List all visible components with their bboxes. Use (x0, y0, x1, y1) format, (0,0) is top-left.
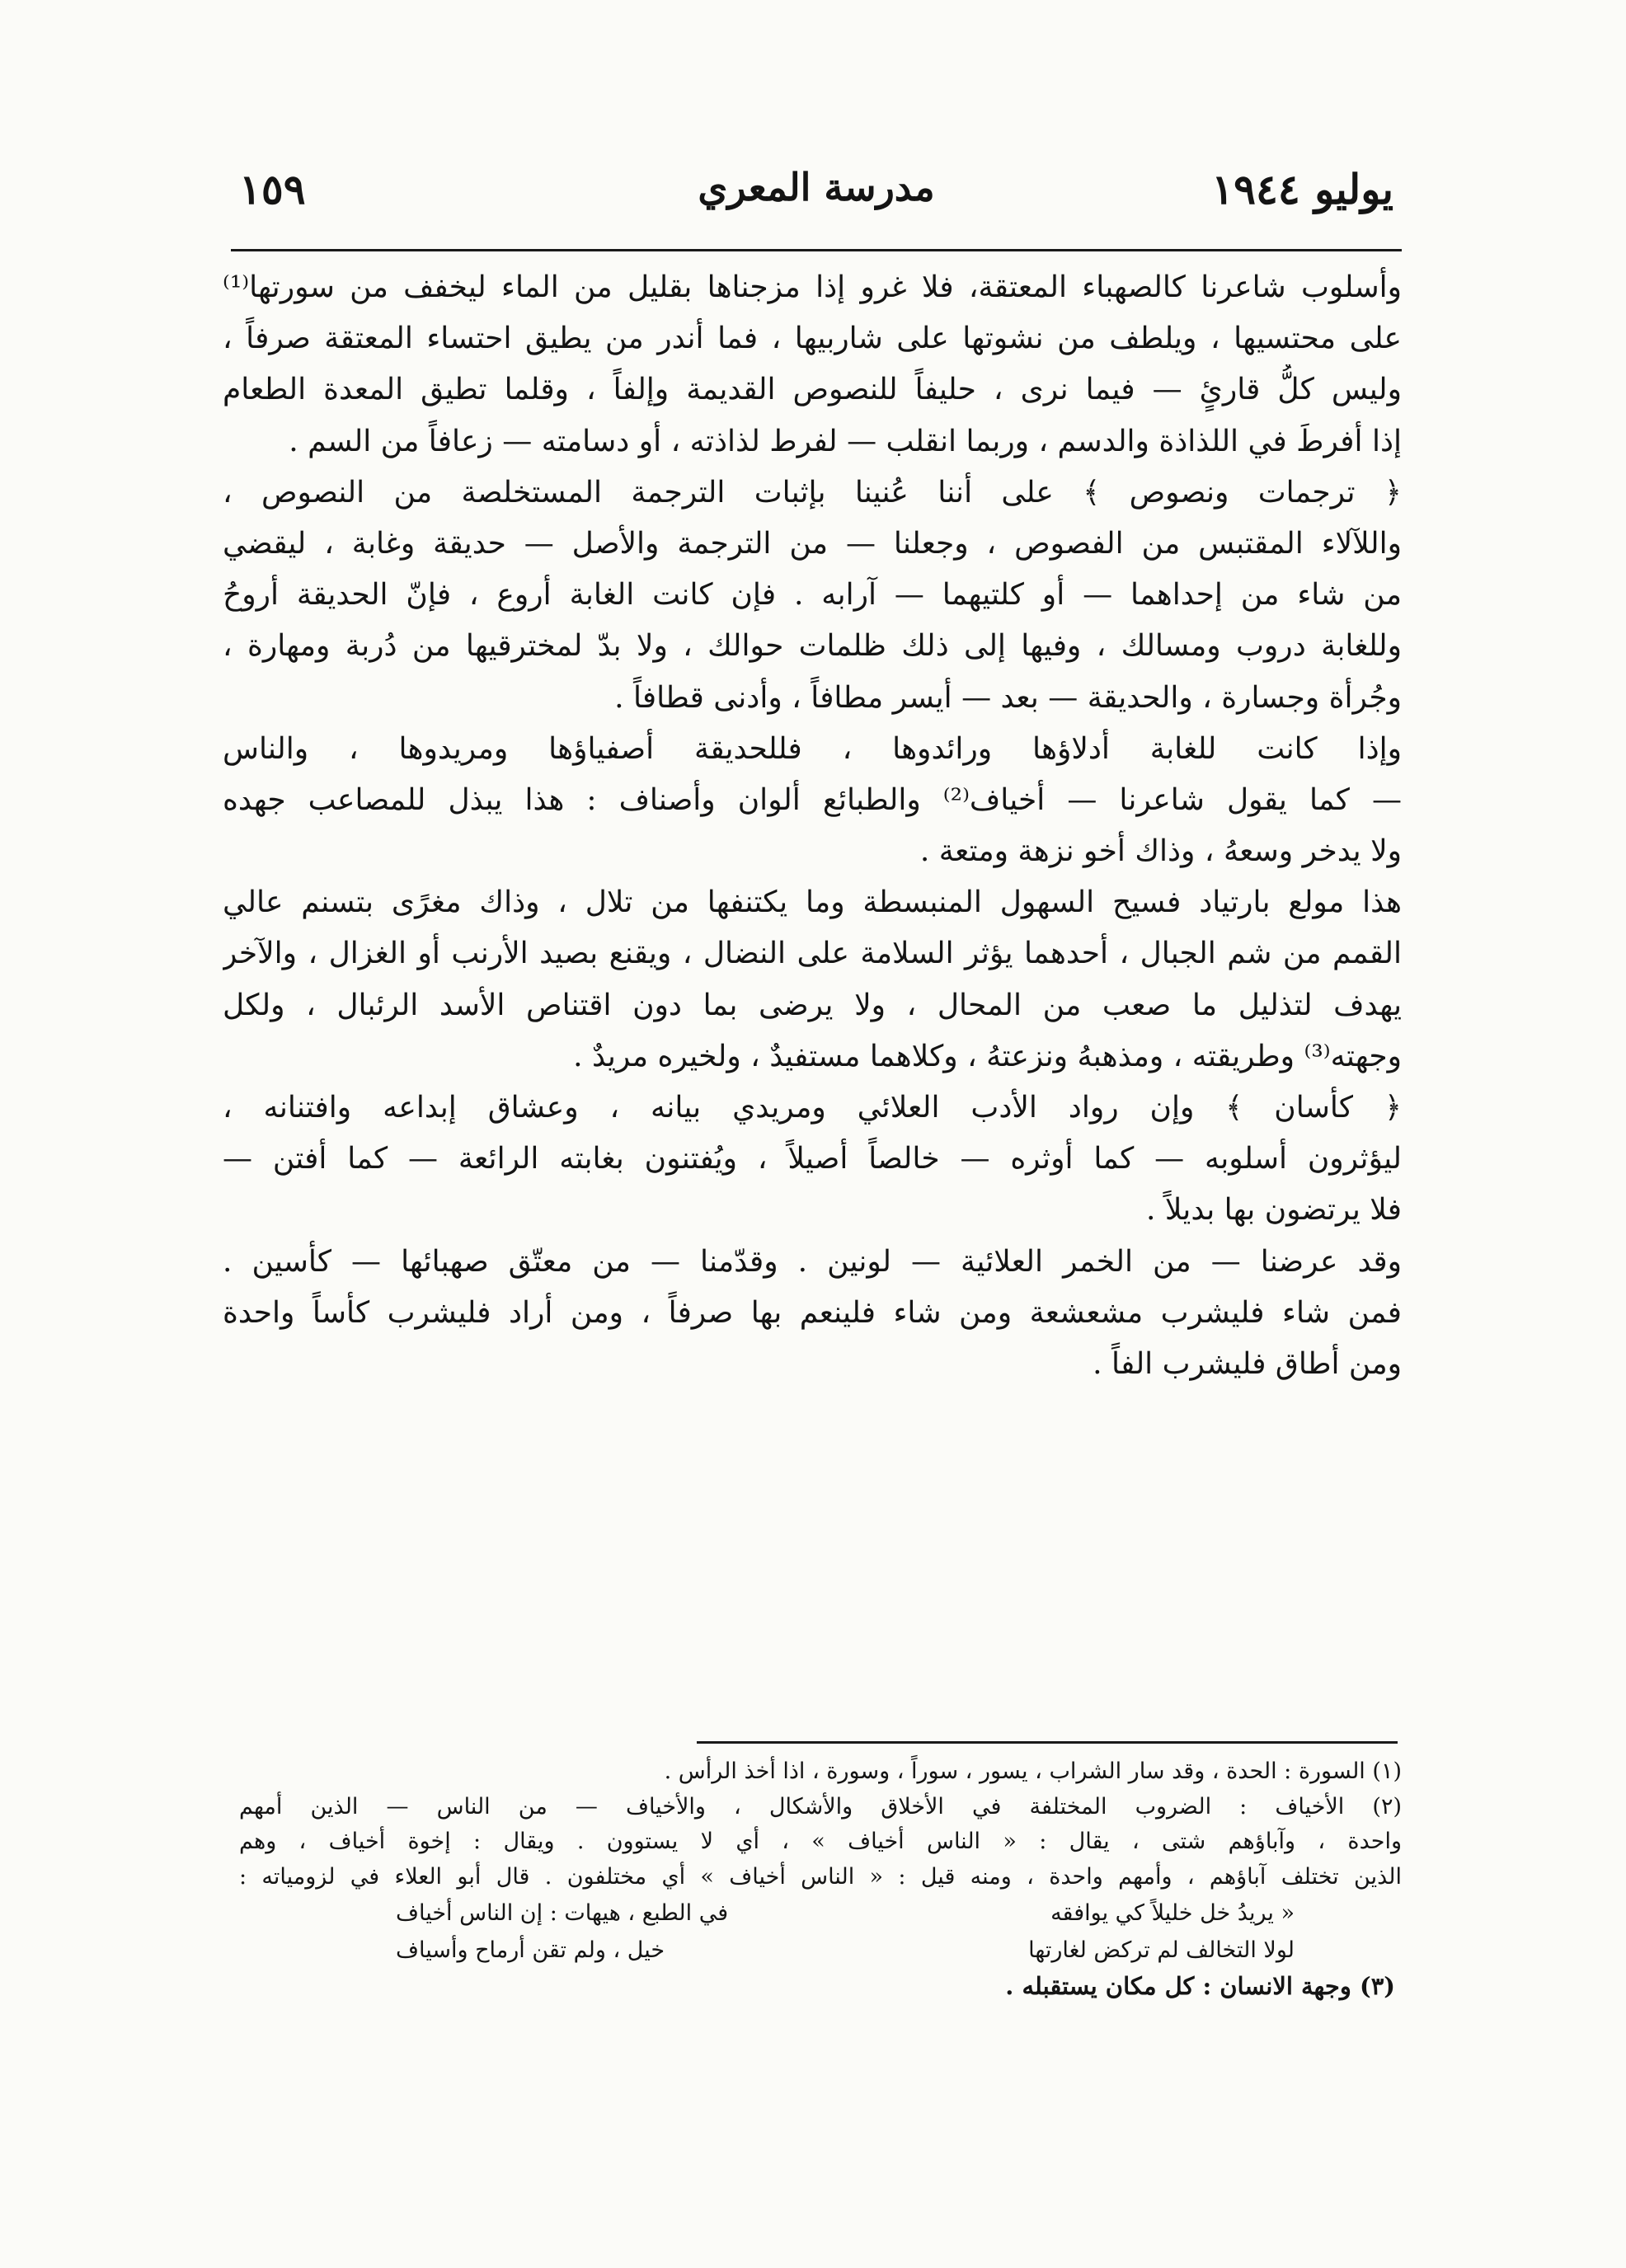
body-line: القمم من شم الجبال ، أحدهما يؤثر السلامة على النضال ، ويقنع بصيد الأرنب أو الغزال ، والآخر (223, 937, 1402, 971)
body-line: — كما يقول شاعرنا — أخياف⁽²⁾ والطبائع ألوان وأصناف : هذا يبذل للمصاعب جهده (223, 782, 1402, 817)
section-heading-line: ﴿ كأسان ﴾ وإن رواد الأدب العلائي ومريدي بيانه ، وعشاق إبداعه وافتنانه ، (223, 1091, 1402, 1125)
footnotes (239, 1754, 1402, 2004)
footnote-3: (٣) وجهة الانسان : كل مكان يستقبله . (1005, 1972, 1395, 2000)
body-line: وجُرأة وجسارة ، والحديقة — بعد — أيسر مطافاً ، وأدنى قطافاً . (614, 680, 1402, 715)
verse-line (239, 1932, 1402, 1969)
footnote-2: (٢) الأخياف : الضروب المختلفة في الأخلاق والأشكال ، والأخياف — من الناس — الذين أمهم (239, 1793, 1402, 1820)
body-line: وإذا كانت للغابة أدلاؤها ورائدوها ، فللحديقة أصفياؤها ومريدوها ، والناس (223, 731, 1402, 766)
body-line: إذا أفرطَ في اللذاذة والدسم ، وربما انقلب — لفرط لذاذته ، أو دسامته — زعافاً من السم . (289, 424, 1402, 458)
header-date: يوليو ١٩٤٤ (1211, 165, 1393, 214)
running-header (239, 165, 1393, 239)
verse-first-hemistich: « يريدُ خل خليلاً كي يوافقه (1050, 1900, 1295, 1926)
body-line: فمن شاء فليشرب مشعشعة ومن شاء فلينعم بها صرفاً ، ومن أراد فليشرب كأساً واحدة (223, 1295, 1402, 1330)
footnote-2-cont: واحدة ، وآباؤهم شتى ، يقال : « الناس أخياف » ، أي لا يستوون . ويقال : إخوة أخياف ، وهم (239, 1829, 1402, 1854)
footnote-2-cont: الذين تختلف آباؤهم ، وأمهم واحدة ، ومنه قيل : « الناس أخياف » أي مختلفون . قال أبو العلاء في لزومياته : (239, 1863, 1402, 1890)
body-line: وللغابة دروب ومسالك ، وفيها إلى ذلك ظلمات حوالك ، ولا بدّ لمخترقيها من دُربة ومهارة ، (223, 629, 1402, 664)
header-title: مدرسة المعري (698, 165, 935, 209)
verse-second-hemistich: في الطبع ، هيهات : إن الناس أخياف (396, 1900, 729, 1926)
verse-second-hemistich: خيل ، ولم تقن أرماح وأسياف (396, 1937, 665, 1963)
body-line: هذا مولع بارتياد فسيح السهول المنبسطة وما يكتنفها من تلال ، وذاك مغرًى بتسنم عالي (223, 885, 1402, 920)
body-line: وليس كلُّ قارئٍ — فيما نرى ، حليفاً للنصوص القديمة وإلفاً ، وقلما تطيق المعدة الطعام (223, 373, 1402, 407)
body-line: على محتسيها ، ويلطف من نشوتها على شاربيها ، فما أندر من يطيق احتساء المعتقة صرفاً ، (223, 322, 1402, 356)
verse-line (239, 1895, 1402, 1932)
body-line: من شاء من إحداهما — أو كلتيهما — آرابه . فإن كانت الغابة أروع ، فإنّ الحديقة أروحُ (223, 578, 1402, 613)
footnote-1: (١) السورة : الحدة ، وقد سار الشراب ، يسور ، سوراً ، وسورة ، اذا أخذ الرأس . (664, 1759, 1402, 1784)
verse-first-hemistich: لولا التخالف لم تركض لغارتها (1028, 1937, 1295, 1963)
body-line: ومن أطاق فليشرب الفاً . (1093, 1346, 1402, 1381)
section-heading-line: ﴿ ترجمات ونصوص ﴾ على أننا عُنينا بإثبات الترجمة المستخلصة من النصوص ، (223, 475, 1402, 509)
header-rule (231, 249, 1402, 251)
body-line: ليؤثرون أسلوبه — كما أوثره — خالصاً أصيلاً ، ويُفتنون بغابته الرائعة — كما أفتن — (223, 1142, 1402, 1176)
page-number: ١٥٩ (239, 165, 306, 214)
body-line: واللآلاء المقتبس من الفصوص ، وجعلنا — من الترجمة والأصل — حديقة وغابة ، ليقضي (223, 526, 1402, 561)
body-line: يهدف لتذليل ما صعب من المحال ، ولا يرضى بما دون اقتناص الأسد الرئبال ، ولكل (223, 988, 1402, 1022)
footnote-rule (697, 1741, 1398, 1744)
body-line: فلا يرتضون بها بديلاً . (1145, 1193, 1402, 1228)
body-line: وجهته⁽³⁾ وطريقته ، ومذهبهُ ونزعتهُ ، وكلاهما مستفيدٌ ، ولخيره مريدٌ . (573, 1039, 1402, 1073)
body-line: وأسلوب شاعرنا كالصهباء المعتقة، فلا غرو إذا مزجناها بقليل من الماء ليخفف من سورتها⁽¹⁾ (223, 270, 1402, 304)
body-line: وقد عرضنا — من الخمر العلائية — لونين . وقدّمنا — من معتّق صهبائها — كأسين . (223, 1244, 1402, 1279)
body-line: ولا يدخر وسعهُ ، وذاك أخو نزهة ومتعة . (919, 834, 1402, 869)
body-text (223, 262, 1402, 1390)
